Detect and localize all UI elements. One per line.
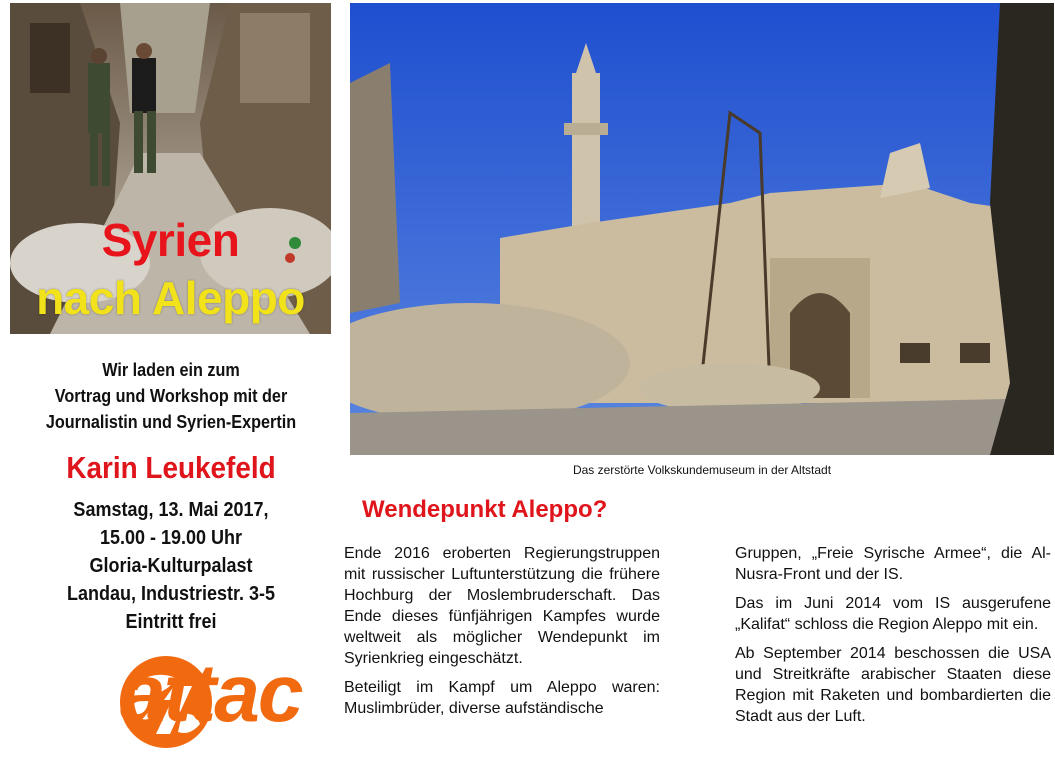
article-headline: Wendepunkt Aleppo? [362, 496, 608, 523]
article-paragraph: Das im Juni 2014 vom IS ausgerufene „Kalifat“ schloss die Region Aleppo mit ein. [735, 595, 1051, 633]
article-paragraph: Gruppen, „Freie Syrische Armee“, die Al-Nusra-Front und der IS. [735, 545, 1051, 583]
poster-title-line1: Syrien [101, 214, 240, 266]
museum-photo [350, 3, 1054, 455]
museum-photo-graphic [350, 3, 1054, 455]
article-paragraph: Beteiligt im Kampf um Aleppo waren: Muslimbrüder, diverse aufständische [344, 679, 660, 717]
event-time: 15.00 - 19.00 Uhr [99, 527, 243, 549]
event-details [17, 496, 325, 636]
article-paragraph: Ende 2016 eroberten Regierungstruppen mit russischer Luftunterstützung die frühere Hochburg der Moslembruderschaft. Das Ende dieses fünfjährigen Kampfes wurde weltweit als möglicher Wendepunkt im Syrienkrieg eingeschätzt. [344, 545, 660, 667]
article-column-2 [735, 543, 1051, 735]
event-date: Samstag, 13. Mai 2017, [73, 499, 269, 521]
intro-line: Journalistin und Syrien-Expertin [45, 412, 297, 432]
photo-caption: Das zerstörte Volkskundemuseum in der Altstadt [572, 463, 832, 477]
alley-photo [10, 3, 331, 334]
speaker-name: Karin Leukefeld [66, 450, 276, 485]
intro-line: Wir laden ein zum [102, 360, 240, 380]
intro-line: Vortrag und Workshop mit der [54, 386, 288, 406]
event-address: Landau, Industriestr. 3-5 [66, 583, 276, 605]
event-admission: Eintritt frei [125, 611, 217, 633]
article-column-1 [344, 543, 660, 727]
event-venue: Gloria-Kulturpalast [89, 555, 253, 577]
article-paragraph: Ab September 2014 beschossen die USA und Streitkräfte arabischer Staaten diese Region mit Raketen und bombardierten die Stadt aus der Luft. [735, 645, 1051, 725]
attac-logo-text: attac [120, 648, 302, 739]
invitation-text [17, 357, 325, 435]
poster-title-line2: nach Aleppo [36, 272, 305, 324]
